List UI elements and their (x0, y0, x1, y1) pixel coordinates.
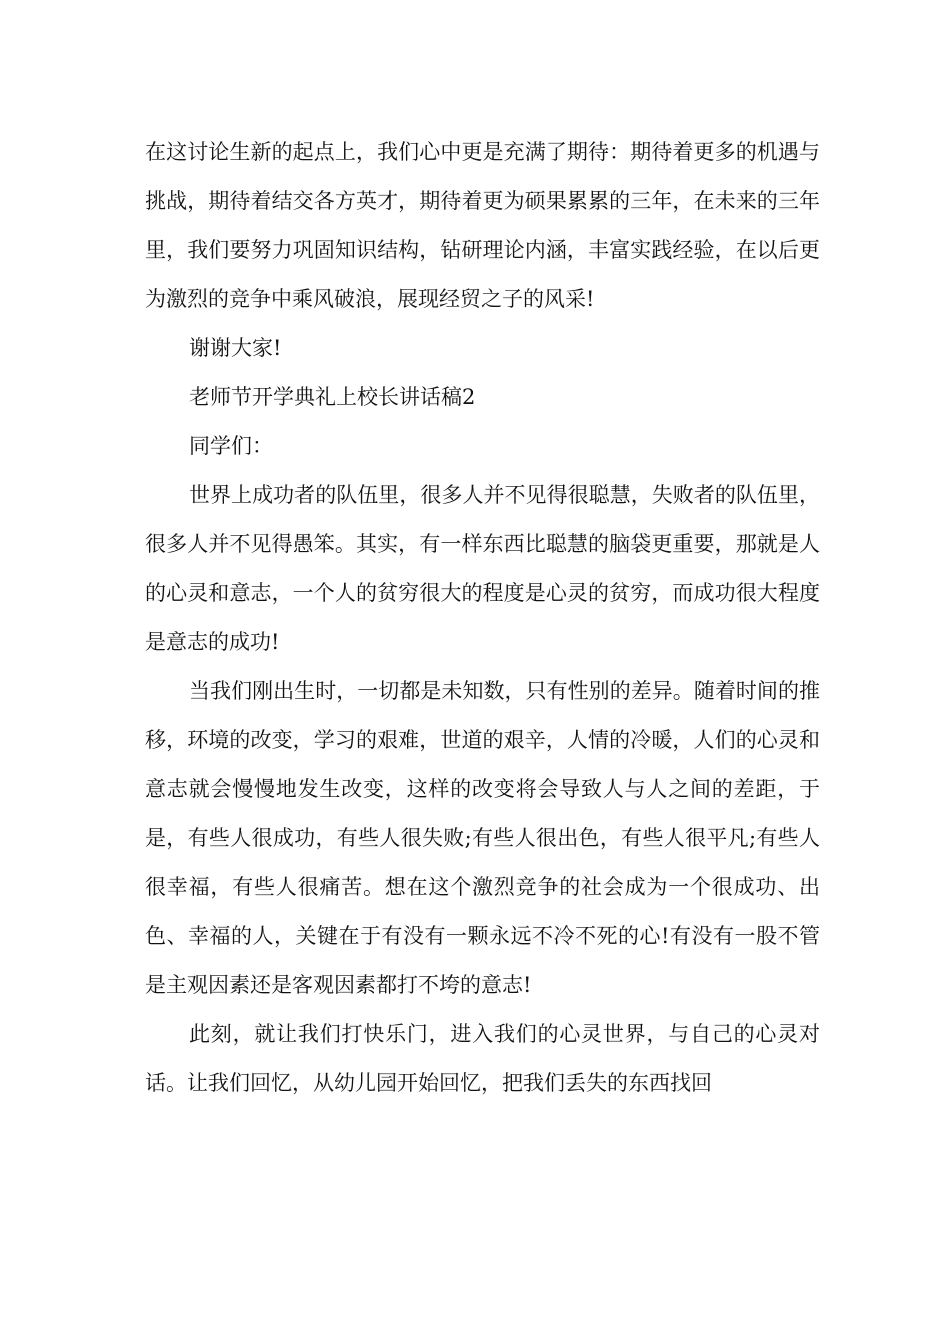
document-body (145, 128, 820, 1108)
paragraph-thanks: 谢谢大家! (189, 336, 282, 360)
speech-salutation: 同学们： (189, 434, 273, 458)
paragraph-life-changes: 当我们刚出生时，一切都是未知数，只有性别的差异。随着时间的推移，环境的改变，学习的艰难，世道的艰辛，人情的冷暖，人们的心灵和意志就会慢慢地发生改变，这样的改变将会导致人与人之间的差距，于是，有些人很成功，有些人很失败;有些人很出色，有些人很平凡;有些人很幸福，有些人很痛苦。想在这个激烈竞争的社会成为一个很成功、出色、幸福的人，关键在于有没有一颗永远不冷不死的心!有没有一股不管是主观因素还是客观因素都打不垮的意志! (145, 679, 820, 997)
speech-title: 老师节开学典礼上校长讲话稿2 (189, 385, 476, 409)
paragraph-heart-dialogue: 此刻，就让我们打快乐门，进入我们的心灵世界，与自己的心灵对话。让我们回忆，从幼儿园开始回忆，把我们丢失的东西找回 (145, 1022, 820, 1095)
paragraph-success-and-will: 世界上成功者的队伍里，很多人并不见得很聪慧，失败者的队伍里，很多人并不见得愚笨。其实，有一样东西比聪慧的脑袋更重要，那就是人的心灵和意志，一个人的贫穷很大的程度是心灵的贫穷，而成功很大程度是意志的成功! (145, 483, 820, 654)
paragraph-closing-hopes: 在这讨论生新的起点上，我们心中更是充满了期待：期待着更多的机遇与挑战，期待着结交各方英才，期待着更为硕果累累的三年，在未来的三年里，我们要努力巩固知识结构，钻研理论内涵，丰富实践经验，在以后更为激烈的竞争中乘风破浪，展现经贸之子的风采! (145, 140, 820, 311)
